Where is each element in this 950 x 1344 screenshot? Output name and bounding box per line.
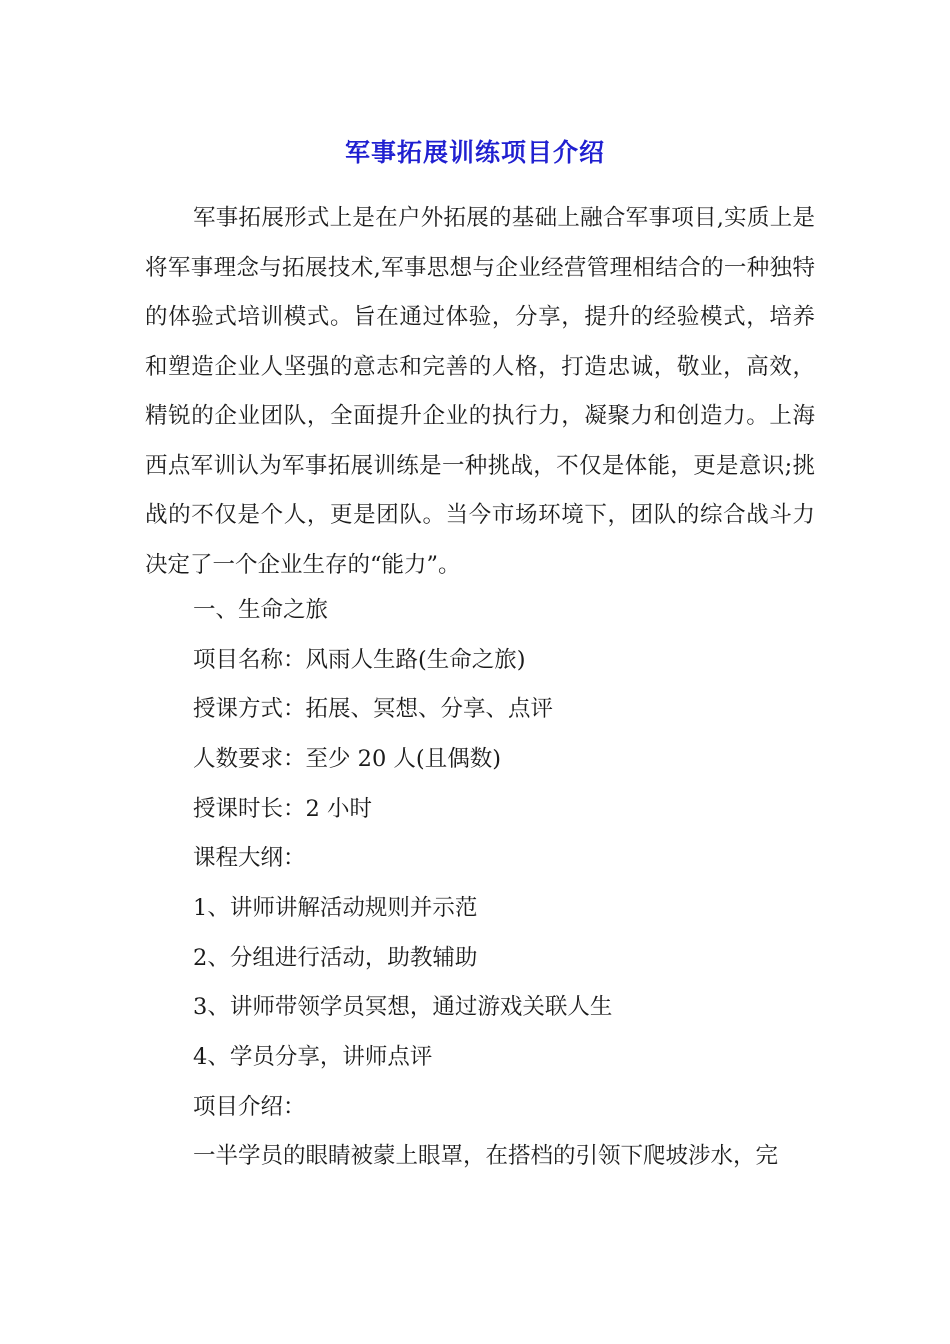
intro-paragraph: 军事拓展形式上是在户外拓展的基础上融合军事项目,实质上是将军事理念与拓展技术,军事思想与企业经营管理相结合的一种独特的体验式培训模式。旨在通过体验，分享，提升的经验模式，培养和塑造企业人坚强的意志和完善的人格，打造忠诚，敬业，高效，精锐的企业团队，全面提升企业的执行力，凝聚力和创造力。上海西点军训认为军事拓展训练是一种挑战，不仅是体能，更是意识;挑战的不仅是个人，更是团队。当今市场环境下，团队的综合战斗力决定了一个企业生存的“能力”。	[145, 205, 815, 578]
outline-item: 4、学员分享，讲师点评	[193, 1044, 433, 1070]
outline-item: 2、分组进行活动，助教辅助	[193, 945, 478, 971]
duration-line: 授课时长：2 小时	[193, 796, 372, 822]
outline-item: 1、讲师讲解活动规则并示范	[193, 895, 478, 921]
teaching-method-line: 授课方式：拓展、冥想、分享、点评	[193, 696, 554, 722]
section-heading: 一、生命之旅	[193, 597, 329, 623]
outline-item: 3、讲师带领学员冥想，通过游戏关联人生	[193, 994, 613, 1020]
headcount-line: 人数要求：至少 20 人(且偶数)	[193, 746, 501, 772]
project-name-line: 项目名称：风雨人生路(生命之旅)	[193, 647, 526, 673]
document-title: 军事拓展训练项目介绍	[344, 137, 605, 167]
project-intro-heading: 项目介绍：	[193, 1094, 306, 1120]
project-intro-text: 一半学员的眼睛被蒙上眼罩，在搭档的引领下爬坡涉水，完	[193, 1143, 779, 1169]
outline-heading: 课程大纲：	[193, 845, 306, 871]
